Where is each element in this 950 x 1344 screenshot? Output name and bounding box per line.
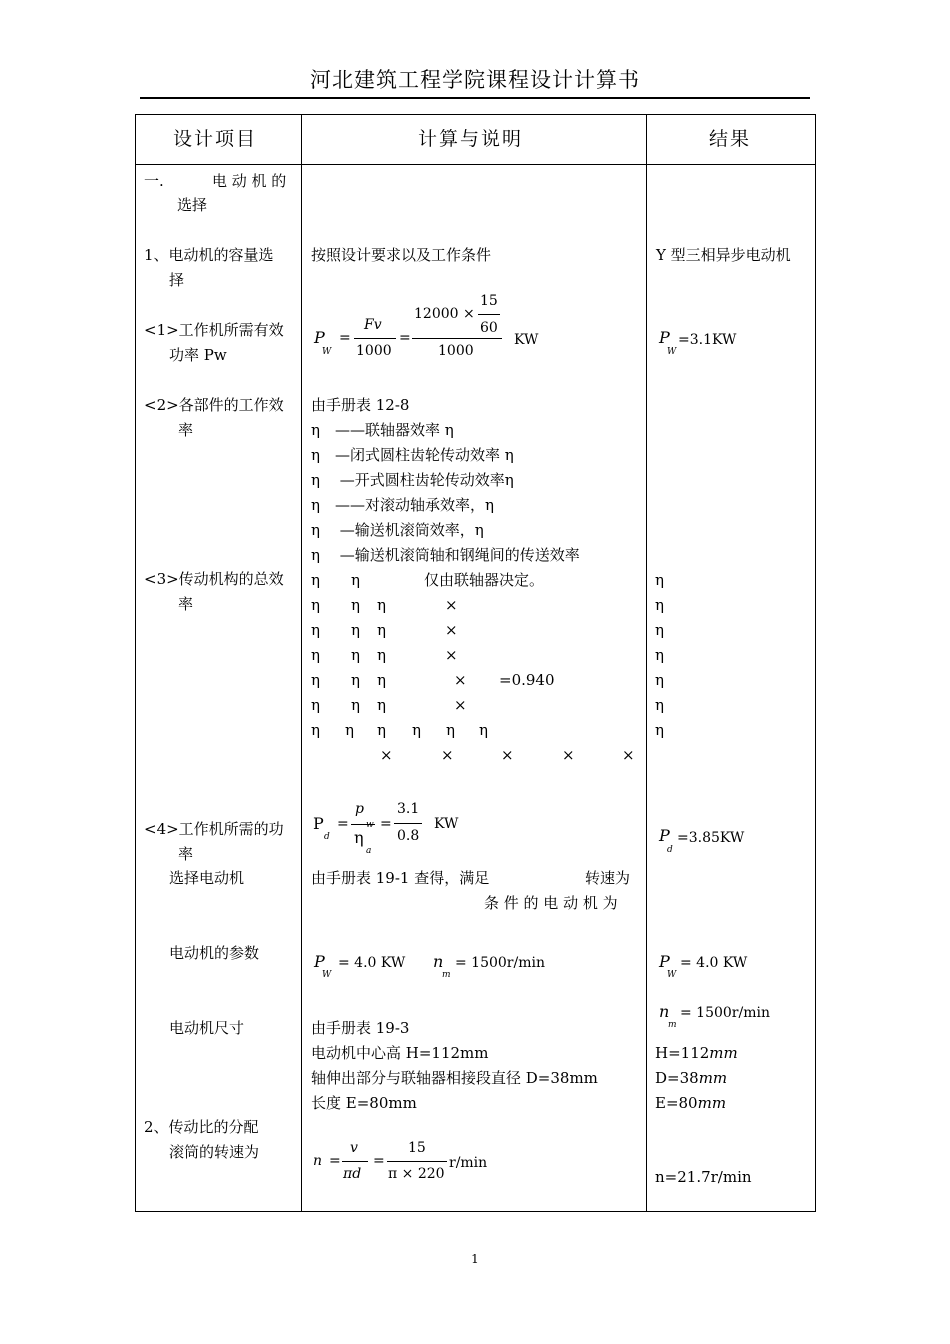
result-pw-symbol: P <box>659 328 670 347</box>
coupling-note: 仅由联轴器决定。 <box>424 571 545 589</box>
column-header-design-item: 设计项目 <box>173 128 258 150</box>
formula-times: × <box>463 306 475 322</box>
formula-equals: = <box>339 330 351 346</box>
formula-equals: = <box>373 1153 385 1169</box>
column-header-result: 结果 <box>709 128 752 150</box>
formula-pw-numerator-subscript: w <box>366 820 374 830</box>
result-drum-speed: n=21.7r/min <box>655 1168 752 1186</box>
formula-15-numerator: 15 <box>408 1140 426 1156</box>
eta-symbol: η <box>351 671 360 689</box>
formula-denominator-value: 0.8 <box>397 828 420 844</box>
fraction-bar <box>394 823 422 824</box>
result-eta: η <box>655 571 664 589</box>
formula-pi-220-denominator: π × 220 <box>388 1166 445 1182</box>
title-underline <box>140 97 810 99</box>
param-speed-subscript: m <box>442 970 451 980</box>
result-motor-speed-value: = 1500r/min <box>680 1005 770 1021</box>
times-symbol: × <box>622 746 635 764</box>
dimension-reference: 由手册表 19-3 <box>311 1019 410 1037</box>
formula-pw-subscript: W <box>322 347 332 357</box>
motor-selection-text: 由手册表 19-1 查得，满足 <box>311 869 490 887</box>
item-effective-power: <1>工作机所需有效 <box>144 321 284 339</box>
item-required-power-cont: 率 <box>178 845 194 863</box>
eta-symbol: η <box>311 596 320 614</box>
result-eta: η <box>655 671 664 689</box>
item-component-efficiency: <2>各部件的工作效 <box>144 396 284 414</box>
handbook-reference: 由手册表 12-8 <box>311 396 410 414</box>
result-unit-mm: mm <box>709 1044 738 1062</box>
result-shaft-diameter-value: D=38 <box>655 1069 699 1087</box>
result-motor-speed-subscript: m <box>668 1020 677 1030</box>
section-title-cont: 选择 <box>177 196 208 214</box>
result-motor-power-value: = 4.0 KW <box>680 955 748 971</box>
result-unit-mm: mm <box>698 1069 728 1087</box>
times-symbol: × <box>501 746 514 764</box>
result-motor-speed-symbol: n <box>659 1002 670 1021</box>
result-motor-power-symbol: P <box>659 952 670 971</box>
result-unit-mm: mm <box>697 1094 727 1112</box>
working-conditions-text: 按照设计要求以及工作条件 <box>311 246 492 264</box>
result-center-height <box>655 1044 738 1062</box>
formula-pd-symbol: P <box>313 814 324 833</box>
efficiency-bearing: η ——对滚动轴承效率，η <box>311 496 494 514</box>
times-symbol: × <box>562 746 575 764</box>
formula-equals: = <box>329 1153 341 1169</box>
formula-numerator-value: 3.1 <box>397 801 420 817</box>
dimension-shaft-length: 长度 E=80mm <box>311 1094 417 1112</box>
result-eta: η <box>655 696 664 714</box>
eta-symbol: η <box>311 696 320 714</box>
times-symbol: × <box>445 646 458 664</box>
eta-symbol: η <box>311 621 320 639</box>
item-total-efficiency-cont: 率 <box>178 595 194 613</box>
eta-symbol: η <box>351 621 360 639</box>
eta-symbol: η <box>377 621 386 639</box>
item-capacity: 1、电动机的容量选 <box>144 246 274 264</box>
formula-numerator-12000: 12000 <box>414 306 459 322</box>
formula-unit: KW <box>514 332 539 348</box>
eta-symbol: η <box>311 571 320 589</box>
page-title: 河北建筑工程学院课程设计计算书 <box>310 68 640 92</box>
section-title: 电 动 机 的 <box>212 172 287 190</box>
item-required-power: <4>工作机所需的功 <box>144 820 284 838</box>
param-power-subscript: W <box>322 970 332 980</box>
param-power-symbol: P <box>314 952 325 971</box>
result-shaft-length-value: E=80 <box>655 1094 698 1112</box>
column-header-calculation: 计算与说明 <box>418 128 524 150</box>
result-pd-subscript: d <box>667 845 673 855</box>
param-speed-symbol: n <box>433 952 444 971</box>
result-pd-value: =3.85KW <box>677 830 745 846</box>
eta-symbol: η <box>377 596 386 614</box>
times-symbol: × <box>441 746 454 764</box>
eta-symbol: η <box>412 721 421 739</box>
times-symbol: × <box>445 621 458 639</box>
item-select-motor: 选择电动机 <box>169 869 245 887</box>
item-motor-size: 电动机尺寸 <box>169 1019 245 1037</box>
formula-numerator-fv: Fv <box>364 317 382 333</box>
result-center-height-value: H=112 <box>655 1044 710 1062</box>
formula-unit: KW <box>434 816 459 832</box>
fraction-bar <box>354 338 396 339</box>
eta-symbol: η <box>377 646 386 664</box>
efficiency-drum: η —输送机滚筒效率，η <box>311 521 484 539</box>
item-effective-power-cont: 功率 Pw <box>169 346 227 364</box>
eta-symbol: η <box>351 571 360 589</box>
times-symbol: × <box>454 696 467 714</box>
formula-pid-denominator: πd <box>343 1166 362 1182</box>
times-symbol: × <box>380 746 393 764</box>
item-ratio-distribution: 2、传动比的分配 <box>144 1118 259 1136</box>
eta-symbol: η <box>479 721 488 739</box>
eta-symbol: η <box>377 671 386 689</box>
eta-symbol: η <box>311 721 320 739</box>
dimension-center-height: 电动机中心高 H=112mm <box>311 1044 489 1062</box>
efficiency-rope: η —输送机滚筒轴和钢绳间的传送效率 <box>311 546 580 564</box>
formula-pd-subscript: d <box>324 832 330 842</box>
result-shaft-diameter <box>655 1069 727 1087</box>
eta-symbol: η <box>351 646 360 664</box>
result-eta: η <box>655 621 664 639</box>
column-divider-2 <box>646 114 647 1212</box>
formula-n-symbol: n <box>313 1153 323 1169</box>
formula-inner-numerator: 15 <box>480 293 498 309</box>
times-symbol: × <box>445 596 458 614</box>
fraction-bar <box>351 824 375 825</box>
formula-unit: r/min <box>449 1155 488 1171</box>
result-motor-power-subscript: W <box>667 970 677 980</box>
motor-selection-cont: 条 件 的 电 动 机 为 <box>484 894 618 912</box>
times-symbol: × <box>454 671 467 689</box>
formula-denominator-1000: 1000 <box>356 343 392 359</box>
motor-selection-speed: 转速为 <box>585 869 631 887</box>
eta-symbol: η <box>351 696 360 714</box>
formula-equals: = <box>399 330 411 346</box>
item-capacity-cont: 择 <box>169 271 185 289</box>
fraction-bar <box>387 1161 447 1162</box>
efficiency-closed-gear: η —闭式圆柱齿轮传动效率 η <box>311 446 514 464</box>
fraction-bar <box>342 1161 368 1162</box>
formula-v-numerator: v <box>350 1140 358 1156</box>
eta-symbol: η <box>311 671 320 689</box>
formula-equals: = <box>380 816 392 832</box>
item-total-efficiency: <3>传动机构的总效 <box>144 570 284 588</box>
header-divider <box>135 164 816 165</box>
param-power-value: = 4.0 KW <box>338 955 406 971</box>
column-divider-1 <box>301 114 302 1212</box>
result-motor-type: Y 型三相异步电动机 <box>656 246 791 264</box>
dimension-shaft-diameter: 轴伸出部分与联轴器相接段直径 D=38mm <box>311 1069 598 1087</box>
eta-symbol: η <box>446 721 455 739</box>
result-pw-subscript: W <box>667 347 677 357</box>
param-speed-value: = 1500r/min <box>455 955 545 971</box>
total-efficiency-value: =0.940 <box>499 671 555 689</box>
efficiency-coupling: η ——联轴器效率 η <box>311 421 454 439</box>
formula-denominator-1000: 1000 <box>438 343 474 359</box>
result-pd-symbol: P <box>659 826 670 845</box>
formula-equals: = <box>337 816 349 832</box>
formula-eta-subscript: a <box>366 846 372 856</box>
section-number: 一. <box>144 172 164 190</box>
result-pw-value: =3.1KW <box>678 332 737 348</box>
formula-pw-numerator: p <box>355 801 364 817</box>
formula-eta-denominator: η <box>354 828 364 847</box>
result-eta: η <box>655 596 664 614</box>
eta-symbol: η <box>345 721 354 739</box>
result-eta: η <box>655 721 664 739</box>
result-shaft-length <box>655 1094 726 1112</box>
fraction-bar <box>412 338 502 339</box>
eta-symbol: η <box>377 721 386 739</box>
eta-symbol: η <box>351 596 360 614</box>
item-component-efficiency-cont: 率 <box>178 421 194 439</box>
result-eta: η <box>655 646 664 664</box>
formula-pw-symbol: P <box>314 328 325 347</box>
formula-inner-denominator: 60 <box>480 320 498 336</box>
eta-symbol: η <box>377 696 386 714</box>
item-motor-params: 电动机的参数 <box>169 944 260 962</box>
fraction-bar <box>478 314 500 315</box>
eta-symbol: η <box>311 646 320 664</box>
item-drum-speed: 滚筒的转速为 <box>169 1143 260 1161</box>
efficiency-open-gear: η —开式圆柱齿轮传动效率η <box>311 471 514 489</box>
page-number: 1 <box>471 1252 479 1266</box>
